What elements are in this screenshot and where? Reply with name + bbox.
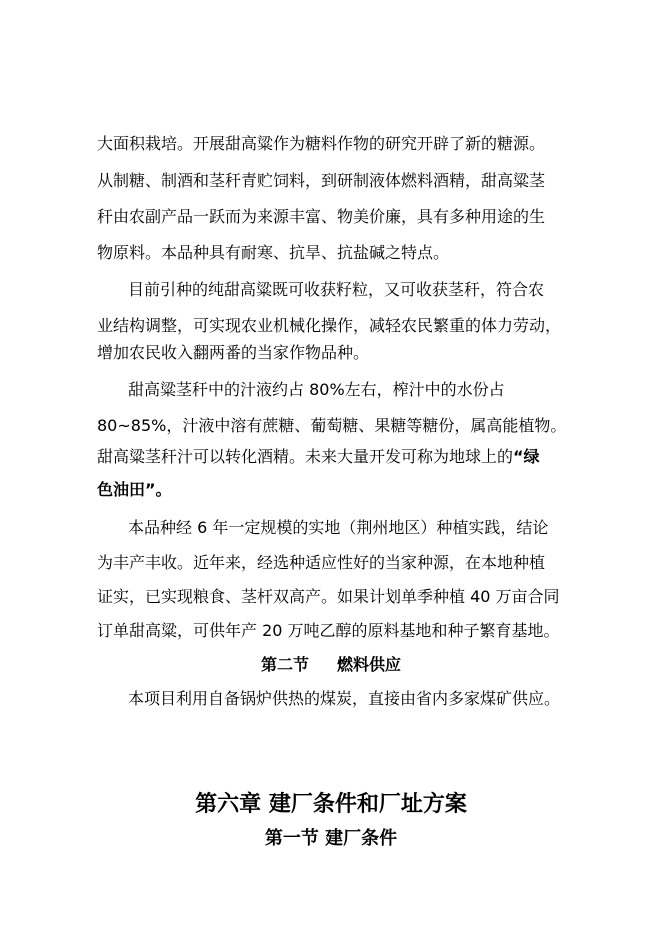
paragraph-3-line-4: 色油田”。 xyxy=(97,480,172,499)
paragraph-4-line-2: 为丰产丰收。近年来，经选种适应性好的当家种源，在本地种植 xyxy=(97,553,546,572)
paragraph-3-line-2: 80~85%，汁液中溶有蔗糖、葡萄糖、果糖等糖份，属高能植物。 xyxy=(97,416,567,435)
paragraph-2-line-1: 目前引种的纯甜高粱既可收获籽粒，又可收获茎秆，符合农 xyxy=(128,280,545,299)
paragraph-2-line-2: 业结构调整，可实现农业机械化操作，减轻农民繁重的体力劳动， xyxy=(97,316,562,335)
chapter-title: 第六章 建厂条件和厂址方案 xyxy=(195,792,467,817)
section-title: 燃料供应 xyxy=(337,655,402,674)
paragraph-1-line-3: 秆由农副产品一跃而为来源丰富、物美价廉，具有多种用途的生 xyxy=(97,207,546,226)
emphasis-text: “绿 xyxy=(513,447,540,466)
chapter-subtitle: 第一节 建厂条件 xyxy=(264,828,398,849)
paragraph-3-line-1: 甜高粱茎秆中的汁液约占 80%左右，榨汁中的水份占 xyxy=(128,380,505,399)
paragraph-3-line-3 xyxy=(97,447,540,467)
section-heading xyxy=(0,654,662,676)
paragraph-1-line-1: 大面积栽培。开展甜高粱作为糖料作物的研究开辟了新的糖源。 xyxy=(97,134,546,153)
paragraph-1-line-2: 从制糖、制酒和茎秆青贮饲料，到研制液体燃料酒精，甜高粱茎 xyxy=(97,171,546,190)
paragraph-4-line-3: 证实，已实现粮食、茎杆双高产。如果计划单季种植 40 万亩合同 xyxy=(97,587,560,606)
paragraph-2-line-3: 增加农民收入翻两番的当家作物品种。 xyxy=(97,343,370,362)
paragraph-4-line-1: 本品种经 6 年一定规模的实地（荆州地区）种植实践，结论 xyxy=(128,518,549,537)
paragraph-4-line-4: 订单甜高粱，可供年产 20 万吨乙醇的原料基地和种子繁育基地。 xyxy=(97,621,560,640)
paragraph-3-line-3-text: 甜高粱茎秆汁可以转化酒精。未来大量开发可称为地球上的 xyxy=(97,447,514,466)
paragraph-1-line-4: 物原料。本品种具有耐寒、抗旱、抗盐碱之特点。 xyxy=(97,243,450,262)
section-number: 第二节 xyxy=(260,655,309,674)
section-body: 本项目利用自备锅炉供热的煤炭，直接由省内多家煤矿供应。 xyxy=(128,689,561,708)
